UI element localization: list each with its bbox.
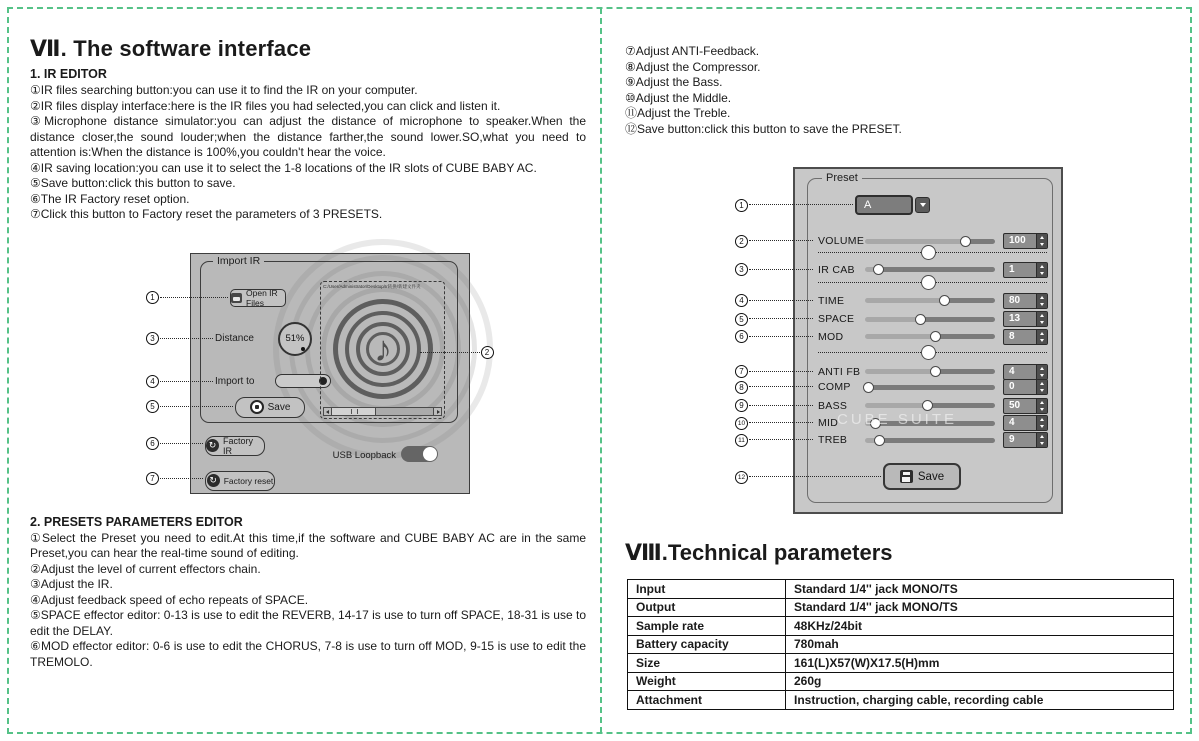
callout-6: 6: [735, 330, 748, 343]
spec-value: Standard 1/4'' jack MONO/TS: [786, 598, 1174, 617]
slider-label: TIME: [818, 294, 845, 307]
slider-track: [865, 385, 995, 390]
spinner-arrows-icon: [1036, 312, 1047, 326]
spinner-arrows-icon: [1036, 380, 1047, 394]
tech-parameters-table: [627, 579, 1174, 710]
spec-label: Battery capacity: [628, 635, 786, 654]
slider-label: ANTI FB: [818, 365, 861, 378]
callout-line: [749, 476, 881, 477]
slider-track: [865, 239, 995, 244]
value-spinner: [1003, 432, 1048, 448]
distance-value: 51%: [285, 333, 305, 344]
callout-5: 5: [146, 400, 159, 413]
callout-line: [160, 338, 213, 339]
note-item: ③Adjust the IR.: [30, 577, 113, 591]
spec-value: 260g: [786, 672, 1174, 691]
value-spinner: [1003, 364, 1048, 380]
table-row: [628, 580, 1174, 599]
callout-line: [749, 318, 813, 319]
callout-line: [749, 300, 813, 301]
callout-line: [749, 439, 813, 440]
callout-11: 11: [735, 434, 748, 447]
note-item: ⑧Adjust the Compressor.: [625, 59, 761, 74]
callout-8: 8: [735, 381, 748, 394]
section-heading-ir-editor: 1. IR EDITOR: [30, 67, 107, 81]
slider-knob: [863, 382, 874, 393]
note-item: ②Adjust the level of current effectors chain.: [30, 561, 261, 576]
slider-track: [865, 298, 995, 303]
table-row: [628, 617, 1174, 636]
spinner-arrows-icon: [1036, 433, 1047, 447]
note-item: ④Adjust feedback speed of echo repeats of SPACE.: [30, 592, 309, 607]
slider-value: 50: [1009, 399, 1021, 411]
slider-knob: [874, 435, 885, 446]
slider-label: MID: [818, 417, 839, 429]
knob-indicator-dot: [301, 347, 305, 351]
slider-knob: [930, 331, 941, 342]
callout-line: [420, 352, 480, 353]
callout-6: 6: [146, 437, 159, 450]
note-item: ③Microphone distance simulator:you can adjust the distance of microphone to speaker.When the distance closer,the sound louder;when the distance farther,the sound lower.SO,what you need to attention is:When the distance is 100%,you couldn't hear the voice.: [30, 114, 586, 159]
preset-slider-row-anti-fb: [725, 364, 1075, 380]
note-item: ⑨Adjust the Bass.: [625, 75, 723, 89]
note-item: ②IR files display interface:here is the IR files you had selected,you can click and listen it.: [30, 98, 501, 113]
callout-line: [160, 443, 203, 444]
slider-label: COMP: [818, 381, 851, 393]
callout-line: [160, 478, 203, 479]
value-spinner: [1003, 379, 1048, 395]
spec-value: Standard 1/4'' jack MONO/TS: [786, 580, 1174, 599]
spinner-arrows-icon: [1036, 416, 1047, 430]
spinner-arrows-icon: [1036, 263, 1047, 277]
note-item: ⑪Adjust the Treble.: [625, 106, 731, 120]
callout-1: 1: [146, 291, 159, 304]
divider-knob: [921, 345, 936, 360]
callout-line: [749, 240, 813, 241]
reset-icon: ↻: [207, 474, 220, 487]
callout-3: 3: [146, 332, 159, 345]
slider-label: TREB: [818, 434, 848, 446]
slider-value: 80: [1009, 294, 1021, 306]
import-ir-figure: [140, 249, 500, 497]
value-spinner: [1003, 329, 1048, 345]
callout-line: [749, 386, 813, 387]
spinner-arrows-icon: [1036, 365, 1047, 379]
divider-knob: [921, 245, 936, 260]
slider-value: 4: [1009, 365, 1015, 377]
spec-label: Sample rate: [628, 617, 786, 636]
table-row: [628, 691, 1174, 710]
callout-2: 2: [481, 346, 494, 359]
note-item: ⑦Adjust ANTI-Feedback.: [625, 44, 760, 58]
note-item: ④IR saving location:you can use it to select the 1-8 locations of the IR slots of CUBE BABY AC.: [30, 160, 537, 175]
chevron-down-icon: [915, 197, 930, 213]
slider-track: [865, 317, 995, 322]
preset-save-label: Save: [917, 470, 945, 483]
section-heading-presets-editor: 2. PRESETS PARAMETERS EDITOR: [30, 514, 243, 529]
slider-label: VOLUME: [818, 235, 865, 247]
callout-line: [749, 204, 853, 205]
slider-track: [865, 369, 995, 374]
slider-divider: [725, 346, 1075, 360]
spec-label: Output: [628, 598, 786, 617]
note-item: ⑦Click this button to Factory reset the parameters of 3 PRESETS.: [30, 207, 383, 221]
value-spinner: [1003, 293, 1048, 309]
value-spinner: [1003, 311, 1048, 327]
callout-3: 3: [735, 263, 748, 276]
table-row: [628, 654, 1174, 673]
spinner-arrows-icon: [1036, 294, 1047, 308]
save-disc-icon: [250, 400, 264, 414]
presets-editor-notes: [30, 531, 586, 671]
preset-slider-row-mod: [725, 329, 1075, 345]
callout-4: 4: [735, 294, 748, 307]
spec-label: Attachment: [628, 691, 786, 710]
right-column: [625, 44, 1181, 710]
ir-editor-notes: [30, 83, 586, 223]
preset-figure: [725, 164, 1075, 516]
note-item: ⑤SPACE effector editor: 0-13 is use to edit the REVERB, 14-17 is use to turn off SPACE, 18-31 is use to edit the DELAY.: [30, 608, 586, 638]
callout-9: 9: [735, 399, 748, 412]
slider-track: [865, 267, 995, 272]
slider-knob: [873, 264, 884, 275]
spinner-arrows-icon: [1036, 399, 1047, 413]
slider-track: [865, 403, 995, 408]
spec-label: Input: [628, 580, 786, 599]
reset-icon: ↻: [206, 439, 219, 452]
callout-7: 7: [146, 472, 159, 485]
ir-scrollbar: [323, 407, 442, 416]
preset-slider-row-treb: [725, 432, 1075, 448]
value-spinner: [1003, 398, 1048, 414]
toggle-knob: [423, 447, 437, 461]
distance-label: Distance: [215, 332, 254, 344]
slider-label: IR CAB: [818, 263, 855, 276]
callout-12: 12: [735, 471, 748, 484]
preset-legend: Preset: [822, 172, 862, 184]
open-ir-files-button: [230, 289, 286, 307]
callout-2: 2: [735, 235, 748, 248]
page-title: Ⅶ. The software interface: [30, 36, 312, 61]
floppy-disk-icon: [900, 470, 913, 483]
ir-file-path: C:/User/Administrator/Desktop/Ir转换/新建文件夹: [323, 283, 421, 289]
note-item: ⑫Save button:click this button to save the PRESET.: [625, 121, 902, 136]
callout-7: 7: [735, 365, 748, 378]
spec-label: Weight: [628, 672, 786, 691]
scrollbar-track: [376, 408, 433, 415]
table-row: [628, 635, 1174, 654]
save-button: [235, 397, 305, 418]
preset-slider-row-time: [725, 293, 1075, 309]
callout-line: [160, 297, 228, 298]
slider-knob: [915, 314, 926, 325]
callout-line: [749, 269, 813, 270]
preset-save-button: [883, 463, 961, 490]
spec-value: Instruction, charging cable, recording cable: [786, 691, 1174, 710]
slider-label: MOD: [818, 330, 844, 343]
usb-loopback-toggle: [401, 446, 438, 462]
note-item: ⑤Save button:click this button to save.: [30, 176, 236, 190]
callout-line: [749, 422, 813, 423]
preset-slider-row-space: [725, 311, 1075, 327]
callout-line: [749, 371, 813, 372]
factory-reset-label: Factory reset: [223, 475, 274, 486]
slider-value: 1: [1009, 263, 1015, 275]
callout-line: [160, 406, 233, 407]
factory-ir-label: Factory IR: [223, 435, 254, 456]
usb-loopback-label: USB Loopback: [332, 449, 396, 461]
slider-value: 100: [1009, 235, 1026, 246]
slider-label: BASS: [818, 399, 848, 412]
spec-value: 161(L)X57(W)X17.5(H)mm: [786, 654, 1174, 673]
slider-track: [865, 438, 995, 443]
slider-value: 9: [1009, 434, 1015, 445]
preset-slider-row-comp: [725, 379, 1075, 395]
slider-value: 4: [1009, 417, 1015, 428]
scroll-left-icon: [324, 408, 332, 415]
watermark-text: CUBE SUITE: [837, 411, 958, 428]
factory-ir-button: [205, 436, 265, 456]
import-to-label: Import to: [215, 375, 255, 387]
note-item: ①IR files searching button:you can use it to find the IR on your computer.: [30, 83, 418, 97]
slider-value: 0: [1009, 381, 1015, 392]
divider-knob: [921, 275, 936, 290]
table-row: [628, 672, 1174, 691]
slider-knob: [930, 366, 941, 377]
scrollbar-thumb: [332, 408, 376, 415]
slider-knob: [922, 400, 933, 411]
factory-reset-button: [205, 471, 275, 491]
callout-1: 1: [735, 199, 748, 212]
callout-line: [749, 405, 813, 406]
distance-knob: [278, 322, 312, 356]
slider-track: [865, 334, 995, 339]
spinner-arrows-icon: [1036, 330, 1047, 344]
slider-value: 8: [1009, 330, 1015, 342]
save-label: Save: [267, 401, 291, 413]
spec-value: 48KHz/24bit: [786, 617, 1174, 636]
folder-icon: [231, 293, 242, 303]
preset-notes: [625, 44, 1181, 137]
slider-knob: [960, 236, 971, 247]
slider-label: SPACE: [818, 313, 855, 325]
note-item: ⑩Adjust the Middle.: [625, 90, 732, 105]
callout-line: [749, 336, 813, 337]
callout-10: 10: [735, 417, 748, 430]
callout-line: [160, 381, 213, 382]
slider-knob: [939, 295, 950, 306]
column-divider: [600, 8, 602, 733]
note-item: ⑥The IR Factory reset option.: [30, 191, 190, 206]
slider-divider: [725, 246, 1075, 260]
spec-label: Size: [628, 654, 786, 673]
note-item: ①Select the Preset you need to edit.At this time,if the software and CUBE BABY AC are in the same Preset,you can hear the real-time sound of editing.: [30, 530, 586, 560]
spec-value: 780mah: [786, 635, 1174, 654]
preset-dropdown: A: [855, 195, 913, 215]
import-ir-legend: Import IR: [213, 255, 264, 267]
slider-divider: [725, 276, 1075, 290]
value-spinner: [1003, 415, 1048, 431]
left-column: [30, 36, 586, 670]
open-ir-files-label: Open IR Files: [246, 287, 278, 308]
tech-parameters-title: Ⅷ.Technical parameters: [625, 540, 893, 565]
callout-5: 5: [735, 313, 748, 326]
music-note-icon: ♪: [374, 327, 392, 369]
note-item: ⑥MOD effector editor: 0-6 is use to edit the CHORUS, 7-8 is use to turn off MOD, 9-15 is use to edit the TREMOLO.: [30, 639, 586, 669]
table-row: [628, 598, 1174, 617]
slider-value: 13: [1009, 313, 1021, 324]
scroll-right-icon: [433, 408, 441, 415]
callout-4: 4: [146, 375, 159, 388]
